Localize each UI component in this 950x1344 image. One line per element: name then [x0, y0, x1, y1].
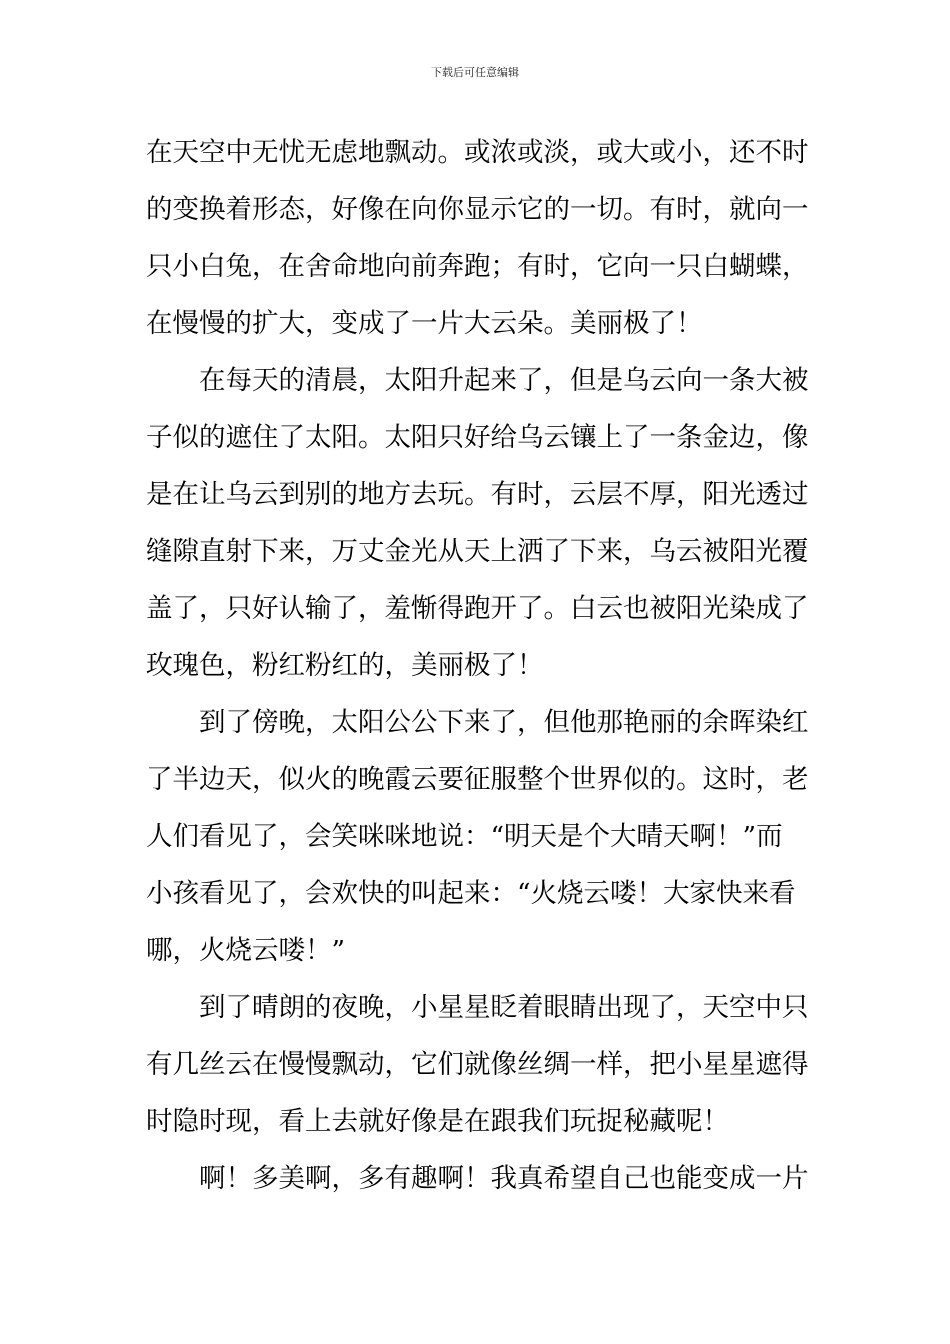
paragraph-4 [146, 979, 810, 1150]
text-line: 啊！多美啊，多有趣啊！我真希望自己也能变成一片 [199, 1163, 809, 1194]
text-line: 有几丝云在慢慢飘动，它们就像丝绸一样，把小星星遮得 [146, 1049, 809, 1080]
text-line: 的变换着形态，好像在向你显示它的一切。有时，就向一 [146, 194, 809, 225]
text-line: 只小白兔，在舍命地向前奔跑；有时，它向一只白蝴蝶， [146, 251, 809, 282]
text-line: 在慢慢的扩大，变成了一片大云朵。美丽极了！ [146, 308, 703, 339]
text-line: 玫瑰色，粉红粉红的，美丽极了！ [146, 650, 544, 681]
text-line: 到了傍晚，太阳公公下来了，但他那艳丽的余晖染红 [199, 707, 809, 738]
text-line: 时隐时现，看上去就好像是在跟我们玩捉秘藏呢！ [146, 1106, 729, 1137]
page-header: 下载后可任意编辑 [431, 66, 519, 79]
text-line: 盖了，只好认输了，羞惭得跑开了。白云也被阳光染成了 [146, 593, 809, 624]
text-line: 子似的遮住了太阳。太阳只好给乌云镶上了一条金边，像 [146, 422, 809, 453]
text-line: 缝隙直射下来，万丈金光从天上洒了下来，乌云被阳光覆 [146, 536, 809, 567]
text-line: 是在让乌云到别的地方去玩。有时，云层不厚，阳光透过 [146, 479, 809, 510]
text-line: 人们看见了，会笑咪咪地说：“明天是个大晴天啊！”而 [146, 821, 783, 852]
text-line: 到了晴朗的夜晚，小星星眨着眼睛出现了，天空中只 [199, 992, 809, 1023]
text-line: 哪，火烧云喽！” [146, 935, 346, 966]
paragraph-1 [146, 124, 810, 352]
text-line: 在天空中无忧无虑地飘动。或浓或淡，或大或小，还不时 [146, 137, 809, 168]
paragraph-3 [146, 694, 810, 979]
text-line: 在每天的清晨，太阳升起来了，但是乌云向一条大被 [199, 365, 809, 396]
paragraph-2 [146, 352, 810, 694]
paragraph-5 [146, 1150, 810, 1207]
text-line: 了半边天，似火的晚霞云要征服整个世界似的。这时，老 [146, 764, 809, 795]
text-line: 小孩看见了，会欢快的叫起来：“火烧云喽！大家快来看 [146, 878, 796, 909]
article-body [146, 124, 810, 1207]
